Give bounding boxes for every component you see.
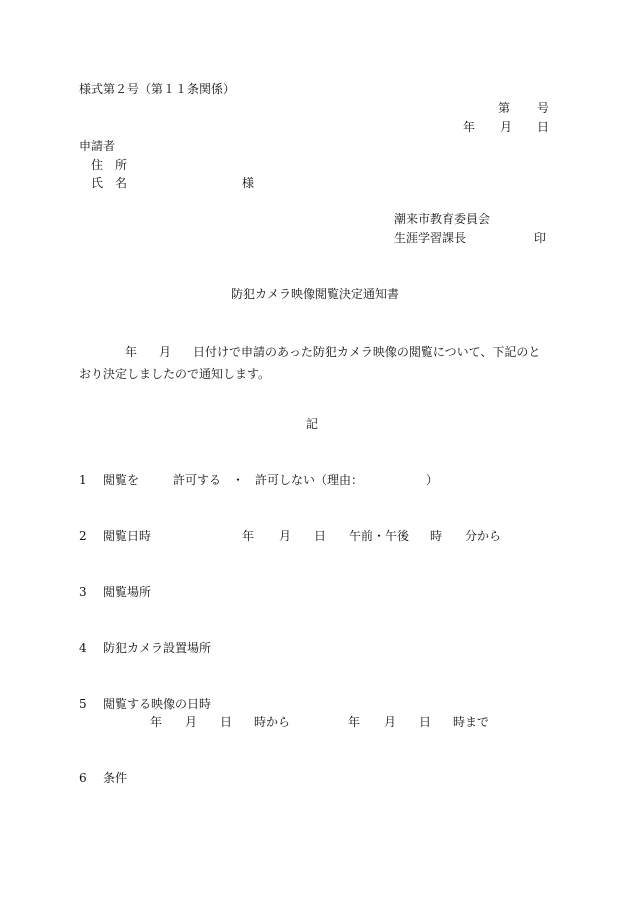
form-label: 様式第２号（第１１条関係） xyxy=(79,82,236,96)
item2-hour: 時 xyxy=(430,529,443,543)
item5-number: 5 xyxy=(79,697,87,711)
item5-year-until: 年 xyxy=(348,715,361,729)
item2-number: 2 xyxy=(79,529,87,543)
item1-deny: 許可しない（理由： xyxy=(255,473,364,487)
item5-day-until: 日 xyxy=(419,715,432,729)
issuer-org: 潮来市教育委員会 xyxy=(394,212,491,226)
item1-close-paren: ） xyxy=(426,473,439,487)
item6-label: 条件 xyxy=(103,771,128,785)
item2-month: 月 xyxy=(279,529,292,543)
body-year: 年 xyxy=(125,345,138,359)
doc-number-go: 号 xyxy=(537,101,550,115)
item2-label: 閲覧日時 xyxy=(103,529,152,543)
item6-number: 6 xyxy=(79,771,87,785)
item1-separator: ・ xyxy=(232,473,245,487)
document-title: 防犯カメラ映像閲覧決定通知書 xyxy=(231,287,400,301)
item1-number: 1 xyxy=(79,473,87,487)
item2-year: 年 xyxy=(242,529,255,543)
body-text: 日付けで申請のあった防犯カメラ映像の閲覧について、下記のとおり決定しましたので通知します。 xyxy=(79,345,541,381)
item5-day-from: 日 xyxy=(220,715,233,729)
item5-month-from: 月 xyxy=(185,715,198,729)
item1-label: 閲覧を xyxy=(103,473,140,487)
doc-number-dai: 第 xyxy=(498,101,511,115)
applicant-name-label: 氏 名 xyxy=(91,176,128,190)
item2-minute-from: 分から xyxy=(465,529,502,543)
body-month: 月 xyxy=(159,345,172,359)
item5-month-until: 月 xyxy=(384,715,397,729)
date-year: 年 xyxy=(463,120,476,134)
item4-number: 4 xyxy=(79,641,87,655)
applicant-address-label: 住 所 xyxy=(91,158,128,172)
applicant-honorific: 様 xyxy=(242,176,255,190)
item5-year-from: 年 xyxy=(150,715,163,729)
item5-from: 時から xyxy=(254,715,291,729)
date-day: 日 xyxy=(537,120,550,134)
ki-heading: 記 xyxy=(306,417,319,431)
item4-label: 防犯カメラ設置場所 xyxy=(103,641,212,655)
issuer-position: 生涯学習課長 xyxy=(394,231,467,245)
item3-label: 閲覧場所 xyxy=(103,585,152,599)
date-month: 月 xyxy=(500,120,513,134)
item5-label: 閲覧する映像の日時 xyxy=(103,697,212,711)
applicant-heading: 申請者 xyxy=(79,139,116,153)
body-paragraph xyxy=(79,341,549,385)
item5-until: 時まで xyxy=(453,715,490,729)
item1-permit: 許可する xyxy=(173,473,222,487)
item2-day: 日 xyxy=(314,529,327,543)
item3-number: 3 xyxy=(79,585,87,599)
item2-ampm: 午前・午後 xyxy=(349,529,410,543)
issuer-seal: 印 xyxy=(534,231,547,245)
